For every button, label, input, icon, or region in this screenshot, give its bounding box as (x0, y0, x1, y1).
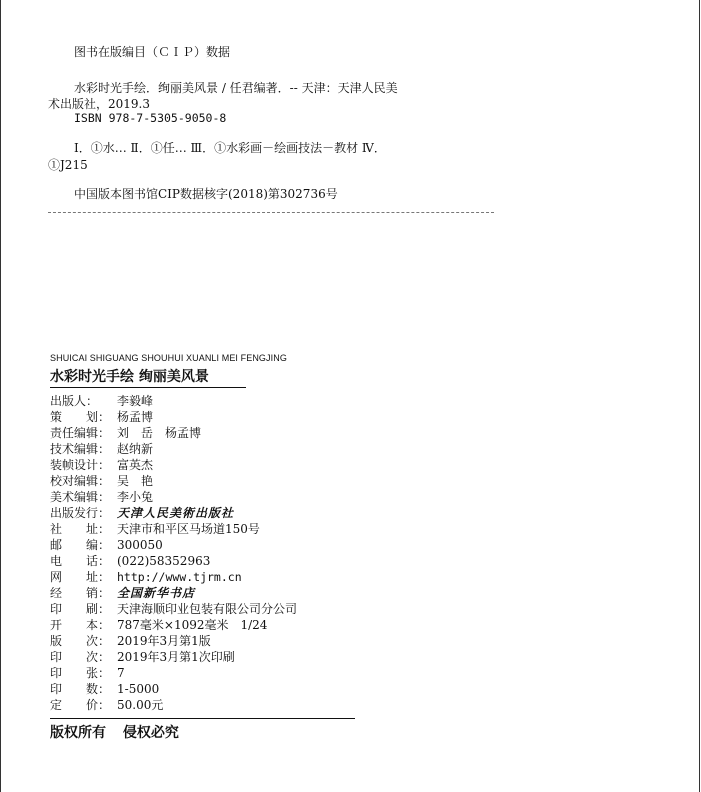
credit-label: 电 话： (50, 554, 111, 568)
cip-title: 图书在版编目（ＣＩＰ）数据 (74, 45, 231, 59)
credit-value: 吴 艳 (117, 474, 154, 488)
credit-value: 杨孟博 (117, 410, 154, 424)
credit-row (50, 633, 297, 649)
credit-value: 2019年3月第1次印刷 (117, 650, 235, 664)
credit-label: 经 销： (50, 586, 111, 600)
credit-row (50, 601, 297, 617)
page-border-right (699, 0, 700, 792)
credit-label: 社 址： (50, 522, 111, 536)
credit-label: 责任编辑： (50, 426, 111, 440)
credit-row (50, 441, 297, 457)
credit-row (50, 569, 297, 585)
credit-label: 开 本： (50, 618, 111, 632)
credit-label: 印 数： (50, 682, 111, 696)
title-rule (50, 387, 246, 388)
page-border-left (0, 0, 1, 792)
credit-row (50, 505, 297, 521)
credit-row (50, 617, 297, 633)
credit-label: 校对编辑： (50, 474, 111, 488)
credit-row (50, 489, 297, 505)
credit-row (50, 425, 297, 441)
book-pinyin-title: SHUICAI SHIGUANG SHOUHUI XUANLI MEI FENGJING (50, 353, 287, 363)
dashed-divider (48, 212, 494, 213)
credit-value: 刘 岳 杨孟博 (117, 426, 202, 440)
credit-row (50, 393, 297, 409)
credit-row (50, 665, 297, 681)
credit-value: 7 (117, 666, 125, 680)
credit-row (50, 537, 297, 553)
credit-row (50, 585, 297, 601)
credit-row (50, 697, 297, 713)
publisher-logotype: 天津人民美術出版社 (117, 506, 235, 520)
credit-row (50, 409, 297, 425)
distributor-logotype: 全国新华书店 (117, 586, 196, 600)
credit-value: 天津海顺印业包装有限公司分公司 (117, 602, 298, 616)
credit-row (50, 681, 297, 697)
credit-value: 300050 (117, 538, 163, 552)
rights-notice: 版权所有 侵权必究 (50, 725, 179, 741)
website-link[interactable]: http://www.tjrm.cn (117, 570, 242, 584)
credit-value: 787毫米×1092毫米 1/24 (117, 618, 268, 632)
credit-value: 富英杰 (117, 458, 154, 472)
credit-value: 1-5000 (117, 682, 160, 696)
credit-row (50, 553, 297, 569)
cip-core-number: 中国版本图书馆CIP数据核字(2018)第302736号 (74, 187, 338, 201)
credit-row (50, 649, 297, 665)
credit-label: 网 址： (50, 570, 111, 584)
cip-description: 水彩时光手绘．绚丽美风景 / 任君编著．-- 天津：天津人民美术出版社，2019.3 (48, 81, 398, 111)
credit-label: 印 张： (50, 666, 111, 680)
credit-value: 天津市和平区马场道150号 (117, 522, 260, 536)
credit-value: 50.00元 (117, 698, 164, 712)
credit-value: 2019年3月第1版 (117, 634, 211, 648)
credit-label: 美术编辑： (50, 490, 111, 504)
credit-label: 出版发行： (50, 506, 111, 520)
credit-row (50, 473, 297, 489)
cip-isbn: ISBN 978-7-5305-9050-8 (74, 111, 227, 125)
credit-row (50, 457, 297, 473)
credit-label: 出版人： (50, 394, 99, 408)
credit-label: 技术编辑： (50, 442, 111, 456)
credit-value: 赵纳新 (117, 442, 154, 456)
credit-value: (022)58352963 (117, 554, 211, 568)
credit-label: 邮 编： (50, 538, 111, 552)
credit-row (50, 521, 297, 537)
credit-label: 装帧设计： (50, 458, 111, 472)
rights-rule (50, 718, 355, 719)
credit-label: 印 次： (50, 650, 111, 664)
credits-list (50, 393, 297, 713)
book-title: 水彩时光手绘 绚丽美风景 (50, 369, 209, 385)
credit-label: 印 刷： (50, 602, 111, 616)
credit-label: 版 次： (50, 634, 111, 648)
credit-value: 李毅峰 (117, 394, 154, 408)
credit-label: 定 价： (50, 698, 111, 712)
cip-classification: Ⅰ．①水… Ⅱ．①任… Ⅲ．①水彩画－绘画技法－教材 Ⅳ．①J215 (48, 141, 386, 172)
credit-value: 李小兔 (117, 490, 154, 504)
credit-label: 策 划： (50, 410, 111, 424)
